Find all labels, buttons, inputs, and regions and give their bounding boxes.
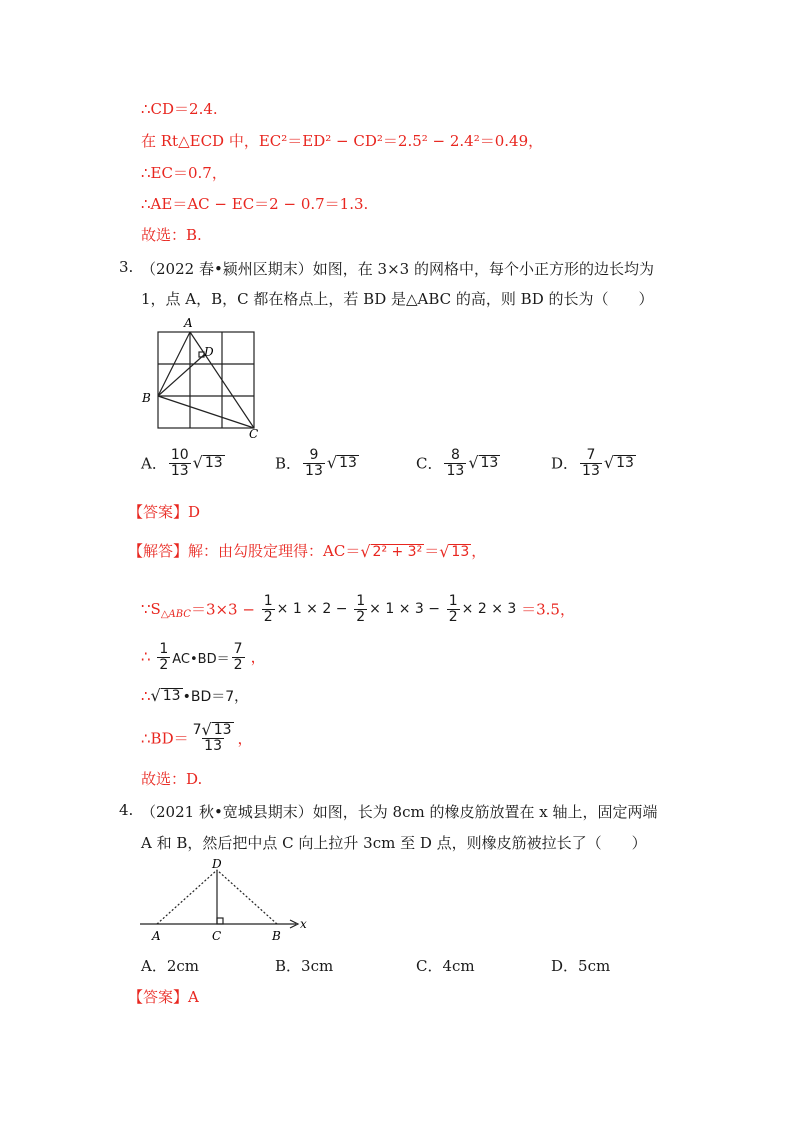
q3-option-a[interactable]: A． $\frac{10}{13}$ √ 13	[141, 447, 223, 479]
q4-number: 4.	[119, 801, 134, 819]
q3-area-sub: △ABC	[160, 609, 191, 621]
q3-option-d[interactable]: D． $\frac{7}{13}$ √ 13	[551, 447, 634, 479]
q4-answer-value: A	[188, 988, 199, 1006]
q4-label-x: x	[300, 917, 307, 931]
q3-half-den-4: 2	[159, 656, 169, 673]
q3-solution-line-1: 【解答】解：由勾股定理得：AC＝ √ 2² + 3² ＝ √ 13 ，	[128, 541, 487, 561]
prev-line-3: ∴EC＝0.7，	[141, 164, 227, 182]
q3-label-c: C	[249, 427, 259, 440]
q3-option-a-den: 13	[170, 462, 189, 479]
q4-label-b: B	[272, 929, 281, 943]
q3-half-den-2: 2	[356, 608, 366, 625]
q3-half-den-3: 2	[448, 608, 458, 625]
q3-solution-text: 解：由勾股定理得：AC＝	[188, 542, 361, 560]
q3-area-result: ＝3.5，	[521, 600, 575, 619]
q4-option-a[interactable]: A．2cm	[141, 957, 200, 975]
q3-stem-line-1: （2022 春•颍州区期末）如图，在 3×3 的网格中，每个小正方形的边长均为	[141, 260, 654, 278]
q4-option-c[interactable]: C．4cm	[416, 957, 475, 975]
q3-option-b-rad: 13	[339, 454, 357, 471]
q3-seven-half-den: 2	[233, 656, 243, 673]
prev-line-4: ∴AE＝AC − EC＝2 − 0.7＝1.3.	[141, 195, 369, 213]
q3-label-a: A	[184, 316, 193, 330]
q3-seven-half-num: 7	[233, 641, 243, 657]
q3-solution-eq: ＝	[424, 542, 440, 560]
q4-answer-tag: 【答案】	[128, 988, 189, 1006]
prev-line-2: 在 Rt△ECD 中，EC²＝ED² − CD²＝2.5² − 2.4²＝0.49，	[141, 132, 544, 150]
q3-option-c-num: 8	[450, 447, 460, 463]
q3-option-a-rad: 13	[204, 454, 223, 471]
q3-option-d-den: 13	[582, 462, 600, 479]
q3-half-num-4: 1	[159, 641, 169, 657]
q3-choose: 故选：D.	[141, 770, 203, 788]
q3-half-num-1: 1	[263, 593, 273, 609]
q4-option-d[interactable]: D．5cm	[551, 957, 611, 975]
q3-half-num-2: 1	[356, 593, 366, 609]
q3-solution-line-5: ∴BD＝ 7 √ 13 13 ，	[141, 720, 253, 755]
q4-option-b[interactable]: B．3cm	[275, 957, 334, 975]
q3-solution-tag: 【解答】	[128, 542, 189, 560]
q3-root13-2: 13	[162, 687, 181, 704]
q3-solution-line-4: ∴ √ 13 •BD＝7，	[141, 685, 249, 705]
q3-option-a-letter: A．	[141, 454, 167, 473]
q3-option-c-den: 13	[446, 462, 465, 479]
q3-area-mid: ＝3×3 −	[190, 600, 255, 619]
q3-solution-line-2	[141, 594, 575, 624]
q3-option-a-num: 10	[170, 447, 189, 463]
q3-option-b[interactable]: B． $\frac{9}{13}$ √ 13	[275, 447, 357, 479]
q3-solution-root13: 13	[451, 543, 470, 560]
q3-number: 3.	[119, 258, 134, 276]
q3-answer	[128, 501, 200, 522]
q3-area-prefix: ∵S	[141, 600, 161, 619]
q3-answer-tag: 【答案】	[128, 503, 189, 521]
prev-line-5: 故选：B.	[141, 226, 202, 244]
q4-label-a: A	[152, 929, 161, 943]
q3-solution-line-3	[141, 642, 266, 672]
q3-option-d-num: 7	[586, 447, 596, 463]
q4-stem-line-1: （2021 秋•宽城县期末）如图，长为 8cm 的橡皮筋放置在 x 轴上，固定两端	[141, 803, 658, 821]
q3-half-den-1: 2	[263, 608, 273, 625]
q3-half-num-3: 1	[448, 593, 458, 609]
q3-answer-value: D	[188, 503, 201, 521]
q3-area-term-2: × 1 × 3 −	[369, 601, 440, 618]
q3-bd-prefix: ∴BD＝	[141, 729, 189, 748]
q3-therefore-2: ∴	[141, 687, 151, 705]
q3-comma-3: ，	[250, 648, 266, 667]
q3-solution-comma: ，	[471, 542, 487, 560]
q3-option-c-letter: C．	[416, 454, 443, 473]
q4-stem-line-2: A 和 B，然后把中点 C 向上拉升 3cm 至 D 点，则橡皮筋被拉长了（ ）	[141, 834, 647, 852]
q3-area-term-3: × 2 × 3	[461, 601, 517, 618]
q3-therefore-1: ∴	[141, 647, 151, 666]
q3-option-b-num: 9	[309, 447, 319, 463]
q3-option-c[interactable]: C． $\frac{8}{13}$ √ 13	[416, 447, 499, 479]
q3-bd-rad: 13	[213, 722, 232, 738]
q3-grid-figure	[138, 314, 268, 440]
q3-label-d: D	[204, 345, 214, 359]
q3-bd-eq-7: •BD＝7，	[182, 689, 249, 705]
q3-comma-5: ，	[237, 729, 253, 748]
q4-axis-figure	[134, 856, 314, 946]
q3-solution-radicand: 2² + 3²	[372, 543, 423, 560]
q3-option-d-letter: D．	[551, 454, 579, 473]
q4-label-d: D	[212, 857, 222, 871]
q3-label-b: B	[142, 391, 151, 405]
q4-answer	[128, 986, 199, 1007]
q3-bd-num: 7	[192, 722, 202, 739]
prev-line-1: ∴CD＝2.4.	[141, 100, 218, 118]
q3-option-d-rad: 13	[616, 454, 634, 471]
q3-acbd-eq: AC•BD＝	[172, 651, 230, 667]
q3-stem-line-2: 1，点 A，B，C 都在格点上，若 BD 是△ABC 的高，则 BD 的长为（ ）	[141, 290, 654, 308]
q3-area-term-1: × 1 × 2 −	[276, 601, 348, 618]
q4-label-c: C	[212, 929, 222, 943]
q3-option-c-rad: 13	[480, 454, 499, 471]
q3-option-b-letter: B．	[275, 454, 302, 473]
q3-bd-den: 13	[204, 738, 222, 755]
q3-option-b-den: 13	[305, 462, 323, 479]
